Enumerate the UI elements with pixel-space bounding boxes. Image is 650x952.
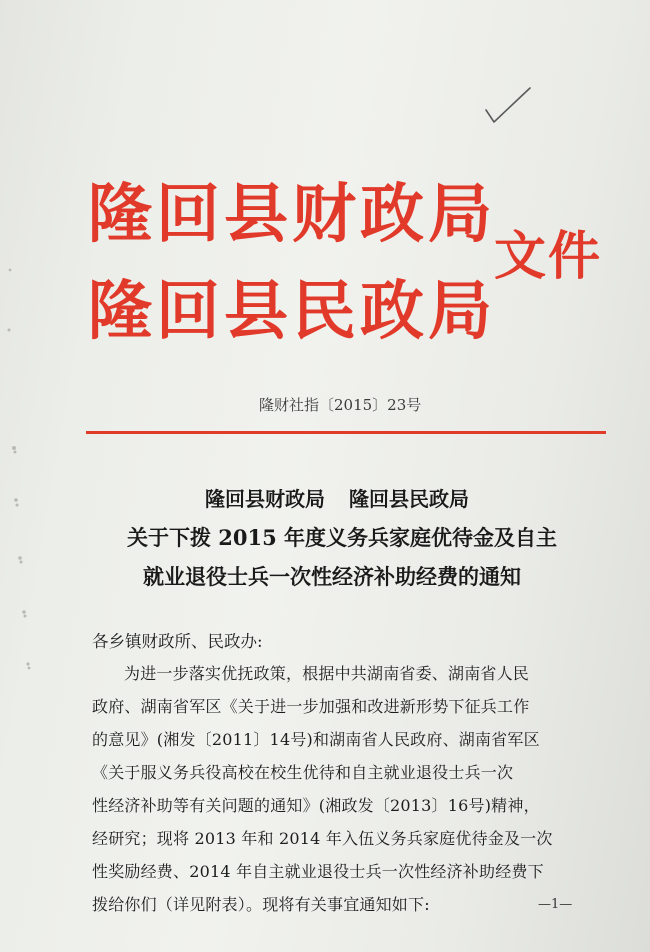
letterhead-document-suffix: 文件 xyxy=(494,227,603,287)
body-line: 性经济补助等有关问题的通知》(湘政发〔2013〕16号)精神， xyxy=(92,796,540,815)
body-line: 《关于服义务兵役高校在校生优待和自主就业退役士兵一次 xyxy=(92,763,514,782)
document-number: 隆财社指〔2015〕23号 xyxy=(259,396,422,414)
checkmark-icon xyxy=(482,84,534,130)
title-line-3: 就业退役士兵一次性经济补助经费的通知 xyxy=(143,564,521,589)
letterhead-finance-bureau: 隆回县财政局 xyxy=(88,178,496,252)
body-line: 经研究；现将 2013 年和 2014 年入伍义务兵家庭优待金及一次 xyxy=(92,829,553,848)
letterhead-civil-affairs-bureau: 隆回县民政局 xyxy=(88,275,496,349)
body-line: 性奖励经费、2014 年自主就业退役士兵一次性经济补助经费下 xyxy=(92,862,544,881)
body-line: 政府、湖南省军区《关于进一步加强和改进新形势下征兵工作 xyxy=(92,697,530,716)
body-line: 的意见》(湘发〔2011〕14号)和湖南省人民政府、湖南省军区 xyxy=(92,730,540,749)
title-org-2: 隆回县民政局 xyxy=(349,487,469,511)
binding-holes xyxy=(0,0,60,952)
body-line: 拨给你们（详见附表）。现将有关事宜通知如下: xyxy=(92,895,430,914)
body-line: 为进一步落实优抚政策，根据中共湖南省委、湖南省人民 xyxy=(124,664,530,683)
red-divider xyxy=(86,431,606,434)
recipients: 各乡镇财政所、民政办: xyxy=(92,632,263,651)
title-issuing-organizations xyxy=(0,483,650,512)
title-org-1: 隆回县财政局 xyxy=(205,487,325,511)
page-number: —1— xyxy=(538,897,573,912)
title-line-2: 关于下拨 2015 年度义务兵家庭优待金及自主 xyxy=(126,525,558,550)
